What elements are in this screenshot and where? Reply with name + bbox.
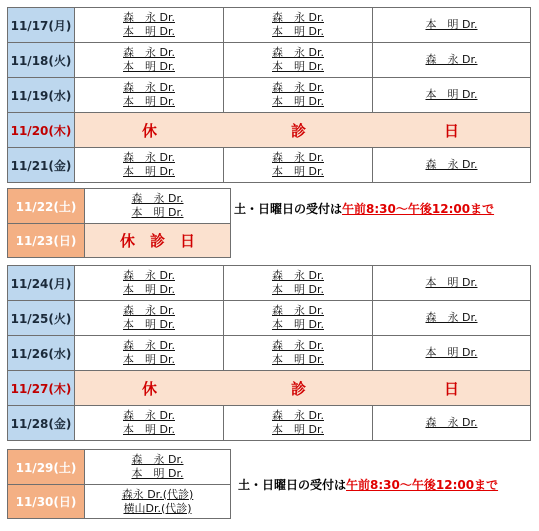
- doctor-cell: 森 永 Dr. 本 明 Dr.: [75, 301, 224, 336]
- doctor-cell: 森永 Dr.(代診) 横山Dr.(代診): [85, 485, 231, 519]
- doctor-cell: 森 永 Dr. 本 明 Dr.: [75, 8, 224, 43]
- doctor-cell: 森 永 Dr. 本 明 Dr.: [224, 266, 373, 301]
- schedule-row: [8, 301, 531, 336]
- holiday-row: [8, 113, 531, 148]
- doctor-cell: 森 永 Dr. 本 明 Dr.: [85, 450, 231, 485]
- holiday-char: 日: [443, 379, 459, 398]
- doctor-cell: 森 永 Dr. 本 明 Dr.: [75, 148, 224, 183]
- doctor-cell: 森 永 Dr. 本 明 Dr.: [224, 406, 373, 441]
- doctor-cell: 森 永 Dr. 本 明 Dr.: [85, 189, 231, 224]
- date-cell: 11/21(金): [8, 148, 75, 183]
- reception-hours-notice: 土・日曜日の受付は午前8:30～午後12:00まで: [238, 478, 499, 492]
- holiday-cell: [75, 371, 531, 406]
- schedule-row: [8, 43, 531, 78]
- holiday-char: 診: [290, 379, 306, 398]
- schedule-row: [8, 148, 531, 183]
- schedule-row: [8, 78, 531, 113]
- date-cell: 11/23(日): [8, 224, 85, 258]
- weekday-schedule-week1: [7, 7, 531, 183]
- doctor-cell: 森 永 Dr.: [373, 148, 531, 183]
- holiday-cell: 休 診 日: [85, 224, 231, 258]
- date-cell: 11/29(土): [8, 450, 85, 485]
- doctor-cell: 森 永 Dr.: [373, 406, 531, 441]
- holiday-char: 診: [290, 121, 306, 140]
- schedule-row: [8, 336, 531, 371]
- doctor-cell: 本 明 Dr.: [373, 8, 531, 43]
- date-cell: 11/26(水): [8, 336, 75, 371]
- doctor-cell: 森 永 Dr. 本 明 Dr.: [75, 406, 224, 441]
- weekday-schedule-week2: [7, 265, 531, 441]
- doctor-cell: 森 永 Dr. 本 明 Dr.: [224, 336, 373, 371]
- date-cell: 11/18(火): [8, 43, 75, 78]
- holiday-char: 日: [443, 121, 459, 140]
- schedule-row: [8, 189, 231, 224]
- holiday-row: [8, 224, 231, 258]
- schedule-row: [8, 450, 231, 485]
- doctor-cell: 森 永 Dr. 本 明 Dr.: [224, 148, 373, 183]
- date-cell: 11/19(水): [8, 78, 75, 113]
- date-cell: 11/17(月): [8, 8, 75, 43]
- doctor-cell: 森 永 Dr. 本 明 Dr.: [224, 301, 373, 336]
- weekend-schedule-2: [7, 449, 231, 519]
- doctor-cell: 本 明 Dr.: [373, 266, 531, 301]
- doctor-cell: 森 永 Dr. 本 明 Dr.: [75, 336, 224, 371]
- schedule-row: [8, 8, 531, 43]
- date-cell: 11/28(金): [8, 406, 75, 441]
- doctor-cell: 森 永 Dr.: [373, 301, 531, 336]
- date-cell: 11/30(日): [8, 485, 85, 519]
- holiday-row: [8, 371, 531, 406]
- schedule-row: [8, 266, 531, 301]
- doctor-cell: 森 永 Dr. 本 明 Dr.: [224, 8, 373, 43]
- doctor-cell: 本 明 Dr.: [373, 78, 531, 113]
- date-cell: 11/27(木): [8, 371, 75, 406]
- schedule-row: [8, 485, 231, 519]
- holiday-char: 休: [141, 121, 157, 140]
- date-cell: 11/20(木): [8, 113, 75, 148]
- doctor-cell: 森 永 Dr. 本 明 Dr.: [224, 43, 373, 78]
- doctor-cell: 森 永 Dr. 本 明 Dr.: [75, 266, 224, 301]
- date-cell: 11/25(火): [8, 301, 75, 336]
- weekend-schedule-1: [7, 188, 231, 258]
- holiday-char: 休: [141, 379, 157, 398]
- doctor-cell: 森 永 Dr. 本 明 Dr.: [75, 78, 224, 113]
- date-cell: 11/22(土): [8, 189, 85, 224]
- doctor-cell: 森 永 Dr. 本 明 Dr.: [75, 43, 224, 78]
- date-cell: 11/24(月): [8, 266, 75, 301]
- doctor-cell: 森 永 Dr.: [373, 43, 531, 78]
- reception-hours-notice: 土・日曜日の受付は午前8:30～午後12:00まで: [234, 202, 495, 216]
- schedule-row: [8, 406, 531, 441]
- doctor-cell: 本 明 Dr.: [373, 336, 531, 371]
- doctor-cell: 森 永 Dr. 本 明 Dr.: [224, 78, 373, 113]
- holiday-cell: [75, 113, 531, 148]
